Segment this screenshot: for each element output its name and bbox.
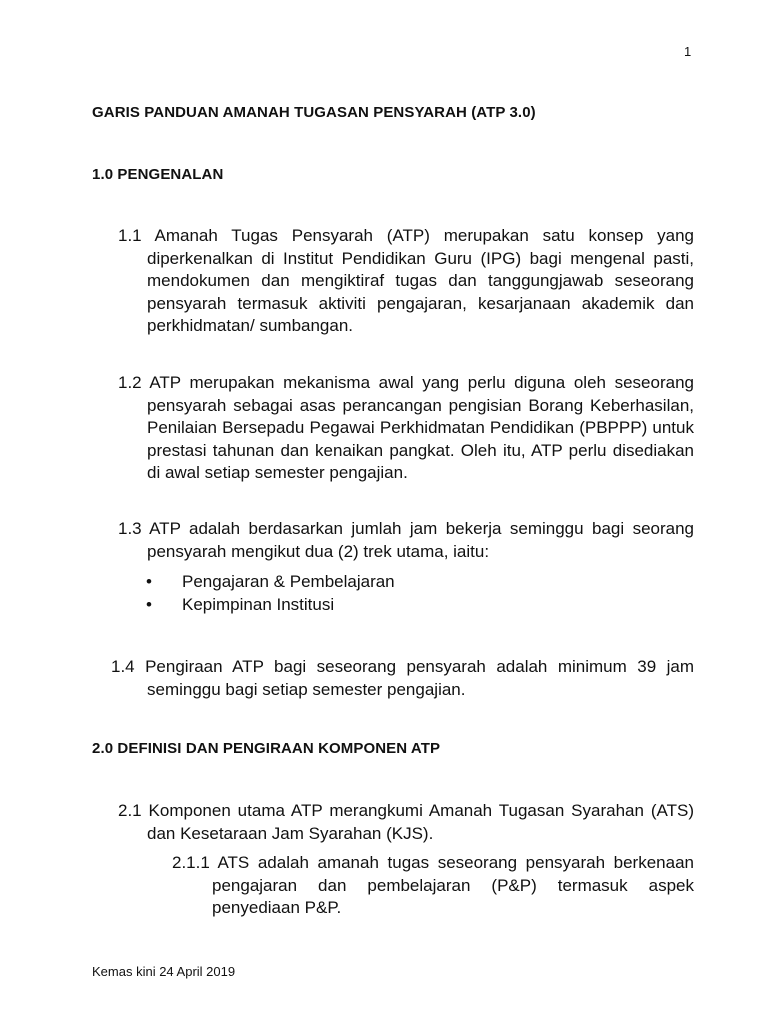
track-list (146, 571, 395, 616)
list-item: • Kepimpinan Institusi (146, 594, 395, 617)
footer-updated-date: Kemas kini 24 April 2019 (92, 964, 236, 979)
section-heading-2: 2.0 DEFINISI DAN PENGIRAAN KOMPONEN ATP (92, 740, 441, 757)
paragraph-2-1: 2.1 Komponen utama ATP merangkumi Amanah Tugasan Syarahan (ATS) dan Kesetaraan Jam Syarahan (KJS). (118, 801, 694, 843)
paragraph-1-4: 1.4 Pengiraan ATP bagi seseorang pensyarah adalah minimum 39 jam seminggu bagi setiap semester pengajian. (111, 657, 694, 699)
page-number: 1 (684, 44, 692, 59)
paragraph-1-2: 1.2 ATP merupakan mekanisma awal yang perlu diguna oleh seseorang pensyarah sebagai asas perancangan pengisian Borang Keberhasilan, Penilaian Bersepadu Pegawai Perkhidmatan Pendidikan (PBPPP) untuk prestasi tahunan dan kenaikan pangkat. Oleh itu, ATP perlu disediakan di awal setiap semester pengajian. (118, 373, 694, 482)
paragraph-2-1-1: 2.1.1 ATS adalah amanah tugas seseorang pensyarah berkenaan pengajaran dan pembelajaran (P&P) termasuk aspek penyediaan P&P. (172, 853, 694, 917)
list-item: • Pengajaran & Pembelajaran (146, 571, 395, 594)
section-heading-1: 1.0 PENGENALAN (92, 166, 224, 183)
paragraph-1-3: 1.3 ATP adalah berdasarkan jumlah jam bekerja seminggu bagi seorang pensyarah mengikut dua (2) trek utama, iaitu: (118, 519, 694, 561)
document-title: GARIS PANDUAN AMANAH TUGASAN PENSYARAH (ATP 3.0) (92, 104, 536, 121)
paragraph-1-1: 1.1 Amanah Tugas Pensyarah (ATP) merupakan satu konsep yang diperkenalkan di Institut Pendidikan Guru (IPG) bagi mengenal pasti, mendokumen dan mengiktiraf tugas dan tanggungjawab seseorang pensyarah termasuk aktiviti pengajaran, kesarjanaan akademik dan perkhidmatan/ sumbangan. (118, 226, 694, 335)
